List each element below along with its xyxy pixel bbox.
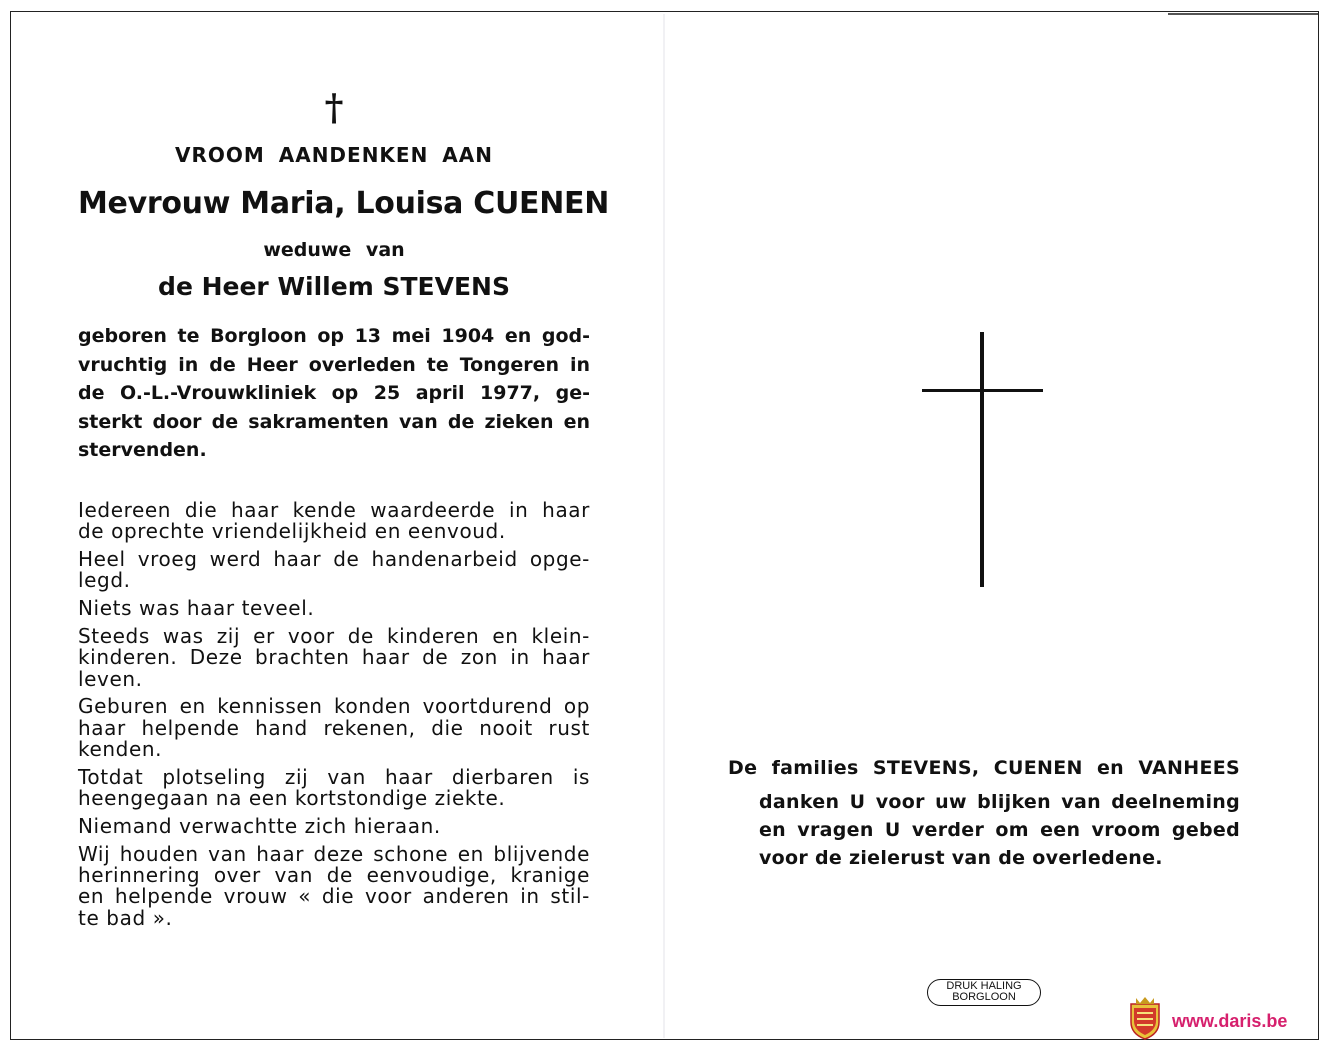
- relation-text: weduwe van: [263, 239, 405, 261]
- eulogy-paragraph: [78, 598, 590, 619]
- eulogy-line: kenden.: [78, 736, 163, 761]
- eulogy-paragraph: [78, 813, 590, 838]
- watermark-link[interactable]: www.daris.be: [1172, 1011, 1288, 1031]
- intro-line: sterkt door de sakramenten van de zieken en: [78, 410, 590, 433]
- thanks-line: voor de zielerust van de overledene.: [759, 847, 1163, 869]
- eulogy-paragraph: [78, 696, 590, 760]
- eulogy-paragraph: [78, 500, 590, 543]
- intro-line: vruchtig in de Heer overleden te Tongeren in: [78, 353, 590, 376]
- cross-icon: [980, 332, 984, 587]
- thanks-line: en vragen U verder om een vroom gebed: [759, 819, 1240, 841]
- eulogy-line: kinderen. Deze brachten haar de zon in haar: [78, 645, 590, 670]
- eulogy-line: legd.: [78, 568, 131, 593]
- printer-name: DRUK HALING: [946, 980, 1022, 992]
- eulogy-line: Heel vroeg werd haar de handenarbeid opge-: [78, 547, 590, 572]
- eulogy-line: en helpende vrouw « die voor anderen in stil-: [78, 884, 590, 909]
- eulogy-line: leven.: [78, 666, 143, 691]
- eulogy-line: Niemand verwachtte zich hieraan.: [78, 813, 441, 838]
- husband-name: de Heer Willem STEVENS: [158, 272, 510, 301]
- eulogy-line: Iedereen die haar kende waardeerde in haar: [78, 498, 590, 522]
- printer-city: BORGLOON: [952, 991, 1016, 1003]
- eulogy-line: herinnering over van de eenvoudige, kranige: [78, 862, 590, 887]
- eulogy-paragraph: [78, 549, 590, 592]
- biography-intro: [78, 322, 590, 465]
- eulogy-line: Steeds was zij er voor de kinderen en klein-: [78, 623, 590, 648]
- eulogy-line: Totdat plotseling zij van haar dierbaren is: [78, 764, 590, 789]
- thanks-line: danken U voor uw blijken van deelneming: [759, 791, 1240, 813]
- intro-line: stervenden.: [78, 439, 207, 461]
- eulogy-text: [78, 500, 590, 935]
- heraldic-crest-icon: [1128, 996, 1162, 1040]
- eulogy-paragraph: [78, 623, 590, 691]
- eulogy-line: heengegaan na een kortstondige ziekte.: [78, 786, 506, 811]
- thanks-text: [759, 788, 1240, 872]
- small-cross-icon: †: [324, 87, 344, 129]
- eulogy-line: te bad ».: [78, 905, 173, 930]
- card-heading: VROOM AANDENKEN AAN: [174, 143, 493, 167]
- eulogy-line: haar helpende hand rekenen, die nooit rust: [78, 715, 590, 740]
- eulogy-line: de oprechte vriendelijkheid en eenvoud.: [78, 519, 506, 544]
- eulogy-line: Wij houden van haar deze schone en blijvende: [78, 841, 590, 866]
- intro-line: geboren te Borgloon op 13 mei 1904 en god-: [78, 325, 590, 347]
- eulogy-paragraph: [78, 764, 590, 811]
- deceased-name: Mevrouw Maria, Louisa CUENEN: [78, 186, 610, 221]
- eulogy-line: Niets was haar teveel.: [78, 596, 315, 621]
- families-line: De families STEVENS, CUENEN en VANHEES: [728, 757, 1240, 779]
- eulogy-paragraph: [78, 841, 590, 930]
- top-rule: [1168, 13, 1318, 15]
- cross-icon-bar: [922, 389, 1043, 392]
- eulogy-line: Geburen en kennissen konden voortdurend op: [78, 694, 590, 719]
- intro-line: de O.-L.-Vrouwkliniek op 25 april 1977, ge-: [78, 382, 590, 404]
- card-fold: [663, 14, 665, 1038]
- printer-mark: [927, 979, 1041, 1006]
